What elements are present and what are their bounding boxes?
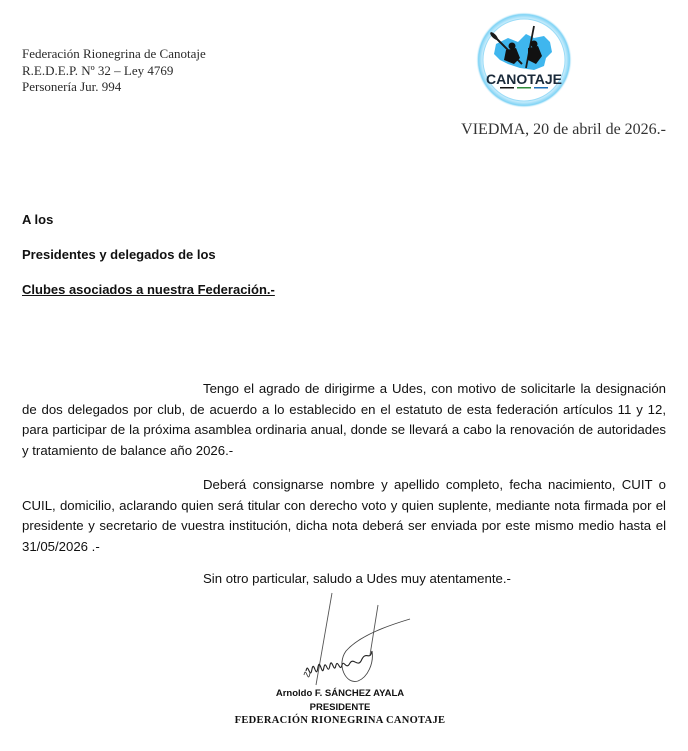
- addressee-line-1: A los: [22, 212, 54, 227]
- letterhead-legal: Personería Jur. 994: [22, 79, 122, 94]
- closing-line: Sin otro particular, saludo a Udes muy atentamente.-: [203, 571, 511, 586]
- letter-date: VIEDMA, 20 de abril de 2026.-: [461, 121, 666, 138]
- signatory-organization: FEDERACIÓN RIONEGRINA CANOTAJE: [234, 715, 446, 726]
- letterhead-org-name: Federación Rionegrina de Canotaje: [22, 46, 206, 61]
- addressee-line-3: Clubes asociados a nuestra Federación.-: [22, 282, 275, 297]
- body-paragraph-1: [22, 379, 666, 461]
- body-paragraph-2-text: Deberá consignarse nombre y apellido completo, fecha nacimiento, CUIT o CUIL, domicilio, aclarando quien será titular con derecho voto y quien suplente, mediante nota firmada por el presidente y secretario de vuestra institución, dicha nota deberá ser enviada por este mismo medio hasta el 31/05/2026 .-: [22, 477, 666, 554]
- signatory-role: PRESIDENTE: [309, 702, 371, 713]
- logo-text: CANOTAJE: [486, 71, 562, 87]
- letterhead-registry: R.E.D.E.P. Nº 32 – Ley 4769: [22, 62, 174, 78]
- letterhead: [22, 46, 206, 96]
- signatory-name: Arnoldo F. SÁNCHEZ AYALA: [275, 688, 405, 699]
- body-paragraph-2: [22, 475, 666, 557]
- addressee-line-2: Presidentes y delegados de los: [22, 247, 216, 262]
- handwritten-signature-icon: [280, 585, 420, 697]
- kayak-paddlers-logo-icon: [474, 12, 574, 108]
- canotaje-logo: [474, 12, 574, 108]
- body-paragraph-1-text: Tengo el agrado de dirigirme a Udes, con motivo de solicitarle la designación de dos delegados por club, de acuerdo a lo establecido en el estatuto de esta federación artículos 11 y 12, para participar de la próxima asamblea ordinaria anual, donde se llevará a cabo la renovación de autoridades y tratamiento de balance año 2026.-: [22, 381, 666, 458]
